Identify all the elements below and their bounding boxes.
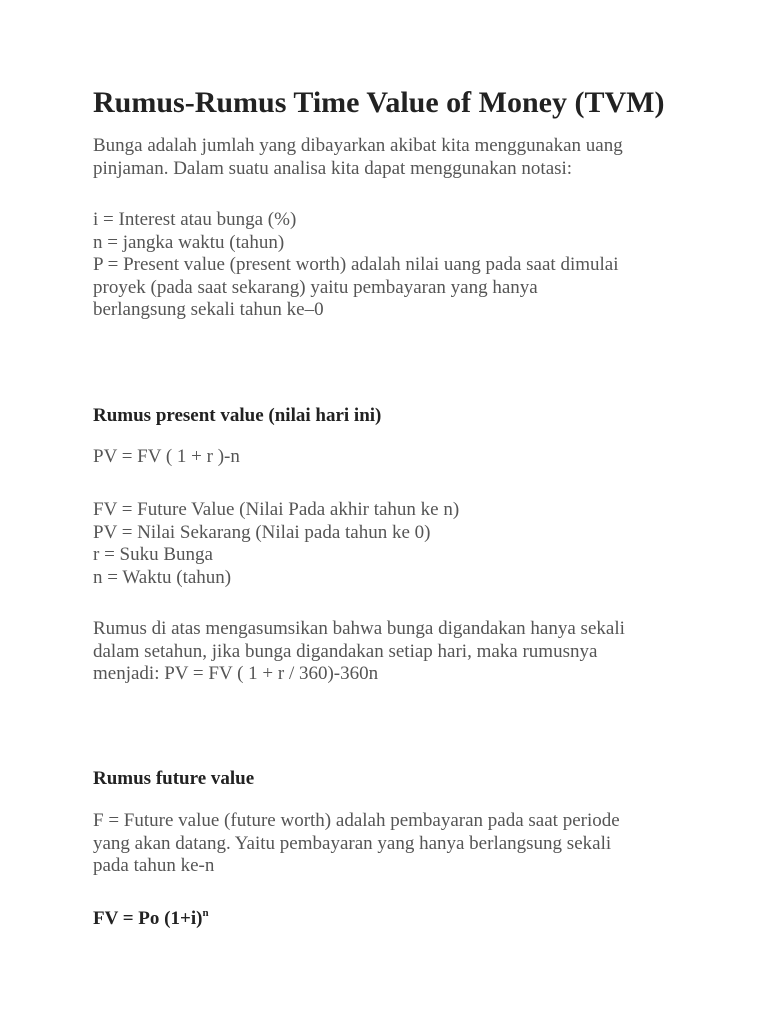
formula-line: PV = FV ( 1 + r )-n — [93, 446, 240, 467]
definition-line: PV = Nilai Sekarang (Nilai pada tahun ke 0) — [93, 521, 431, 543]
notation-list — [93, 209, 619, 322]
notation-line: i = Interest atau bunga (%) — [93, 209, 297, 230]
definition-line: FV = Future Value (Nilai Pada akhir tahun ke n) — [93, 499, 460, 520]
definition-line: r = Suku Bunga — [93, 544, 213, 565]
notation-line: P = Present value (present worth) adalah nilai uang pada saat dimulai — [93, 254, 619, 275]
present-value-note — [93, 618, 625, 686]
present-value-heading: Rumus present value (nilai hari ini) — [93, 405, 382, 426]
notation-line: proyek (pada saat sekarang) yaitu pembayaran yang hanya — [93, 276, 538, 298]
definition-line: n = Waktu (tahun) — [93, 566, 232, 588]
description-line: F = Future value (future worth) adalah pembayaran pada saat periode — [93, 810, 620, 831]
note-line: menjadi: PV = FV ( 1 + r / 360)-360n — [93, 663, 379, 684]
intro-line: pinjaman. Dalam suatu analisa kita dapat menggunakan notasi: — [93, 157, 573, 179]
formula-exponent: n — [202, 907, 209, 919]
intro-paragraph — [93, 135, 623, 180]
description-line: pada tahun ke-n — [93, 855, 215, 876]
present-value-definitions — [93, 499, 459, 589]
intro-line: Bunga adalah jumlah yang dibayarkan akibat kita menggunakan uang — [93, 135, 623, 156]
notation-line: n = jangka waktu (tahun) — [93, 231, 285, 253]
page-title: Rumus-Rumus Time Value of Money (TVM) — [93, 86, 665, 119]
future-value-formula — [93, 907, 209, 931]
note-line: dalam setahun, jika bunga digandakan setiap hari, maka rumusnya — [93, 640, 598, 662]
notation-line: berlangsung sekali tahun ke–0 — [93, 299, 324, 320]
future-value-heading: Rumus future value — [93, 768, 255, 789]
note-line: Rumus di atas mengasumsikan bahwa bunga digandakan hanya sekali — [93, 618, 625, 639]
description-line: yang akan datang. Yaitu pembayaran yang hanya berlangsung sekali — [93, 832, 612, 854]
present-value-formula — [93, 446, 240, 469]
formula-base: FV = Po (1+i) — [93, 908, 203, 929]
future-value-description — [93, 810, 620, 878]
